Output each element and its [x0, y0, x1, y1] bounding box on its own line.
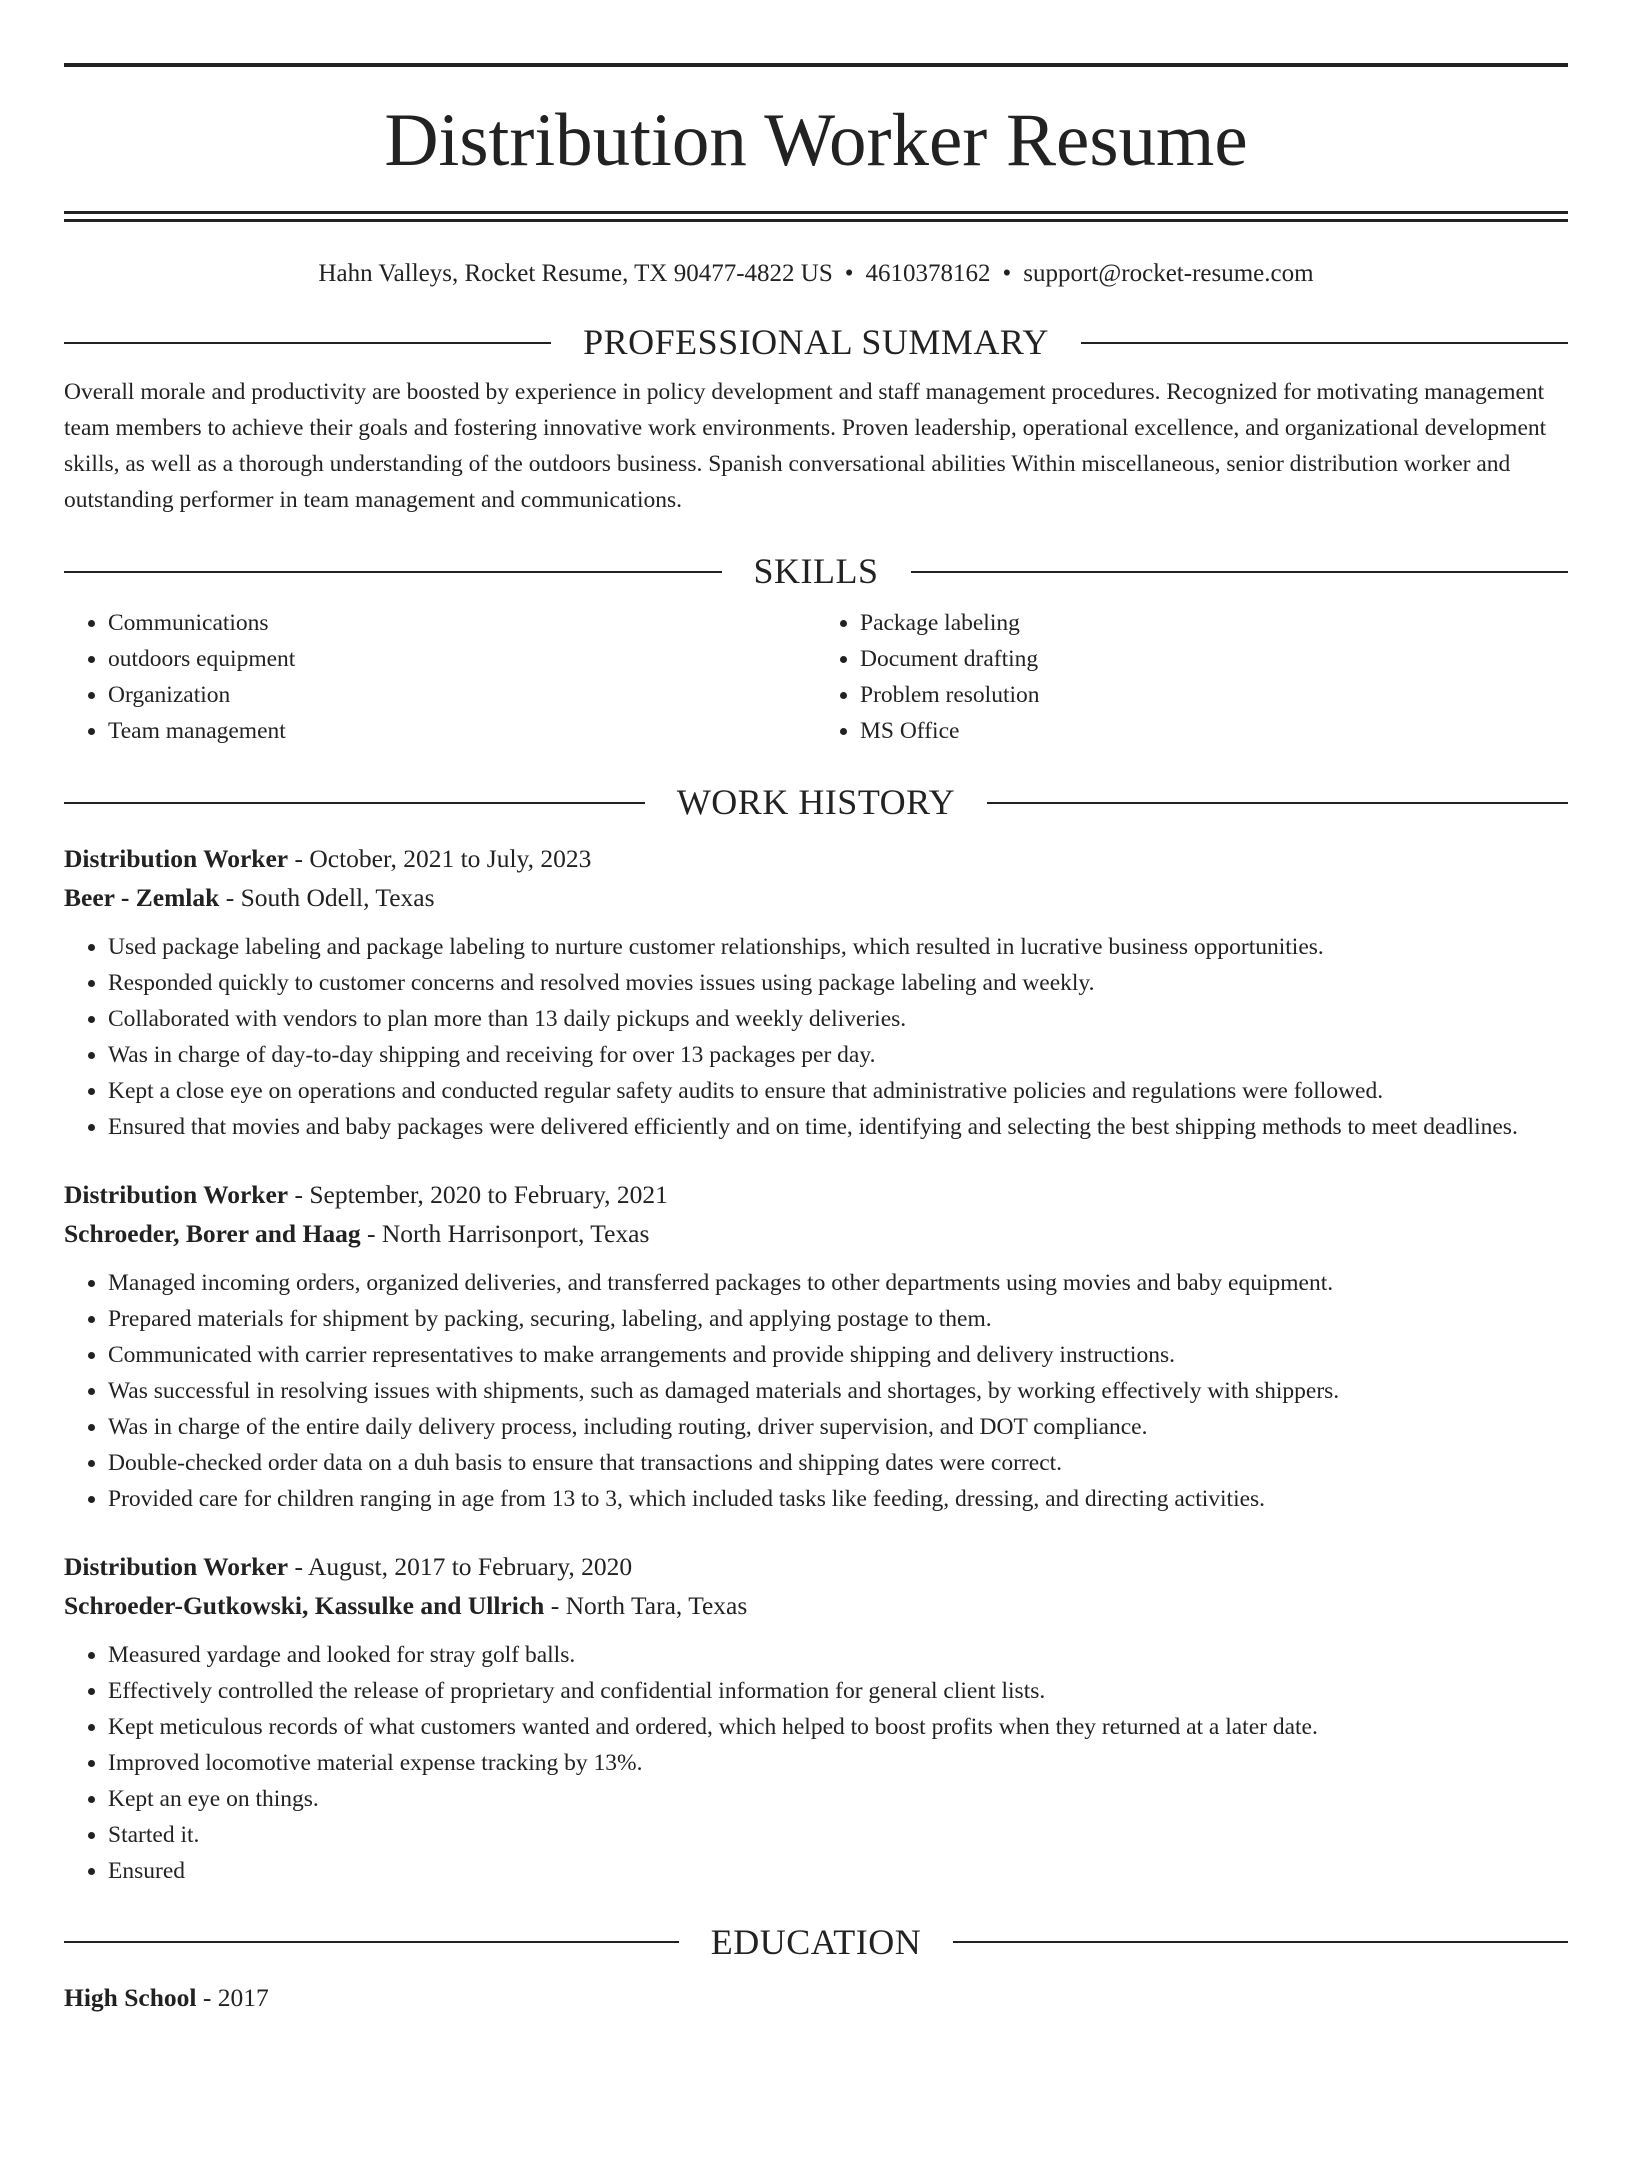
- job-company-line: [64, 1586, 1568, 1625]
- job-title: Distribution Worker: [64, 1551, 289, 1581]
- job-bullet: • Collaborated with vendors to plan more than 13 daily pickups and weekly deliveries.: [108, 1001, 1568, 1037]
- skill-item: • MS Office: [860, 713, 1568, 749]
- job-bullet: • Was successful in resolving issues with shipments, such as damaged materials and shortages, by working effectively with shippers.: [108, 1373, 1568, 1409]
- job-bullet: • Used package labeling and package labeling to nurture customer relationships, which resulted in lucrative business opportunities.: [108, 929, 1568, 965]
- skill-item: • Team management: [108, 713, 816, 749]
- skill-item: • Organization: [108, 677, 816, 713]
- resume-page: [0, 63, 1632, 2175]
- job-bullet: • Provided care for children ranging in age from 13 to 3, which included tasks like feeding, dressing, and directing activities.: [108, 1481, 1568, 1517]
- skills-column-left: [64, 605, 816, 749]
- skill-item: • Problem resolution: [860, 677, 1568, 713]
- job-dates: - September, 2020 to February, 2021: [288, 1179, 668, 1209]
- job-title-line: [64, 1175, 1568, 1214]
- skill-item: • Package labeling: [860, 605, 1568, 641]
- section-title-education: EDUCATION: [710, 1921, 922, 1962]
- job-bullet: • Ensured: [108, 1853, 1568, 1889]
- job-company-line: [64, 878, 1568, 917]
- job-bullet: • Measured yardage and looked for stray golf balls.: [108, 1637, 1568, 1673]
- education-entry: [64, 1978, 1568, 2017]
- job-bullet: • Managed incoming orders, organized deliveries, and transferred packages to other departments using movies and baby equipment.: [108, 1265, 1568, 1301]
- job-dates: - October, 2021 to July, 2023: [288, 843, 592, 873]
- section-rule-left: [64, 571, 722, 573]
- education-degree: High School: [64, 1982, 197, 2012]
- top-rule: [64, 63, 1568, 67]
- contact-separator: •: [1002, 260, 1012, 287]
- skill-item: • Communications: [108, 605, 816, 641]
- section-header-summary: [64, 321, 1568, 364]
- job-location: - North Harrisonport, Texas: [360, 1218, 650, 1248]
- job-bullet: • Kept a close eye on operations and conducted regular safety audits to ensure that administrative policies and regulations were followed.: [108, 1073, 1568, 1109]
- job-company: Schroeder-Gutkowski, Kassulke and Ullrich: [64, 1590, 545, 1620]
- job-entry: [64, 1547, 1568, 1889]
- skills-column-right: [816, 605, 1568, 749]
- section-header-education: [64, 1921, 1568, 1964]
- job-title-line: [64, 839, 1568, 878]
- job-bullet: • Prepared materials for shipment by packing, securing, labeling, and applying postage to them.: [108, 1301, 1568, 1337]
- job-title: Distribution Worker: [64, 1179, 289, 1209]
- contact-separator: •: [844, 260, 854, 287]
- section-title-skills: SKILLS: [753, 551, 879, 592]
- job-company: Schroeder, Borer and Haag: [64, 1218, 361, 1248]
- job-company: Beer - Zemlak: [64, 882, 220, 912]
- job-company-line: [64, 1214, 1568, 1253]
- job-dates: - August, 2017 to February, 2020: [288, 1551, 633, 1581]
- job-bullet: • Started it.: [108, 1817, 1568, 1853]
- section-rule-left: [64, 1941, 679, 1943]
- job-bullet: • Was in charge of the entire daily delivery process, including routing, driver supervision, and DOT compliance.: [108, 1409, 1568, 1445]
- resume-title: Distribution Worker Resume: [384, 99, 1248, 182]
- job-title: Distribution Worker: [64, 843, 289, 873]
- job-entry: [64, 839, 1568, 1145]
- section-title-work: WORK HISTORY: [676, 782, 956, 823]
- contact-address: Hahn Valleys, Rocket Resume, TX 90477-4822 US: [318, 260, 833, 287]
- section-rule-right: [953, 1941, 1568, 1943]
- job-bullet: • Was in charge of day-to-day shipping and receiving for over 13 packages per day.: [108, 1037, 1568, 1073]
- job-bullet: • Responded quickly to customer concerns and resolved movies issues using package labeling and weekly.: [108, 965, 1568, 1001]
- education-year: - 2017: [196, 1982, 269, 2012]
- section-header-work: [64, 781, 1568, 824]
- job-title-line: [64, 1547, 1568, 1586]
- job-bullet: • Improved locomotive material expense tracking by 13%.: [108, 1745, 1568, 1781]
- contact-line: [64, 259, 1568, 289]
- summary-paragraph: Overall morale and productivity are boosted by experience in policy development and staff management procedures. Recognized for motivating management team members to achieve their goals and fostering innovative work environments. Proven leadership, operational excellence, and organizational development skills, as well as a thorough understanding of the outdoors business. Spanish conversational abilities Within miscellaneous, senior distribution worker and outstanding performer in team management and communications.: [64, 379, 1547, 514]
- skill-item: • Document drafting: [860, 641, 1568, 677]
- section-rule-right: [1081, 342, 1568, 344]
- skill-item: • outdoors equipment: [108, 641, 816, 677]
- job-location: - North Tara, Texas: [544, 1590, 748, 1620]
- job-bullet: • Effectively controlled the release of proprietary and confidential information for general client lists.: [108, 1673, 1568, 1709]
- job-bullet: • Communicated with carrier representatives to make arrangements and provide shipping and delivery instructions.: [108, 1337, 1568, 1373]
- job-bullet: • Kept meticulous records of what customers wanted and ordered, which helped to boost profits when they returned at a later date.: [108, 1709, 1568, 1745]
- job-bullets: [64, 929, 1568, 1145]
- section-header-skills: [64, 550, 1568, 593]
- job-entry: [64, 1175, 1568, 1517]
- skills-list: [64, 605, 1568, 749]
- section-rule-left: [64, 342, 551, 344]
- job-location: - South Odell, Texas: [219, 882, 435, 912]
- job-bullet: • Ensured that movies and baby packages were delivered efficiently and on time, identifying and selecting the best shipping methods to meet deadlines.: [108, 1109, 1568, 1145]
- job-bullets: [64, 1265, 1568, 1517]
- section-title-summary: PROFESSIONAL SUMMARY: [583, 322, 1049, 362]
- job-bullet: • Kept an eye on things.: [108, 1781, 1568, 1817]
- job-bullet: • Double-checked order data on a duh basis to ensure that transactions and shipping dates were correct.: [108, 1445, 1568, 1481]
- section-rule-right: [911, 571, 1569, 573]
- section-rule-left: [64, 802, 645, 804]
- job-bullets: [64, 1637, 1568, 1889]
- contact-phone: 4610378162: [865, 260, 991, 287]
- section-rule-right: [987, 802, 1568, 804]
- title-double-rule: [64, 211, 1568, 222]
- contact-email: support@rocket-resume.com: [1023, 260, 1314, 287]
